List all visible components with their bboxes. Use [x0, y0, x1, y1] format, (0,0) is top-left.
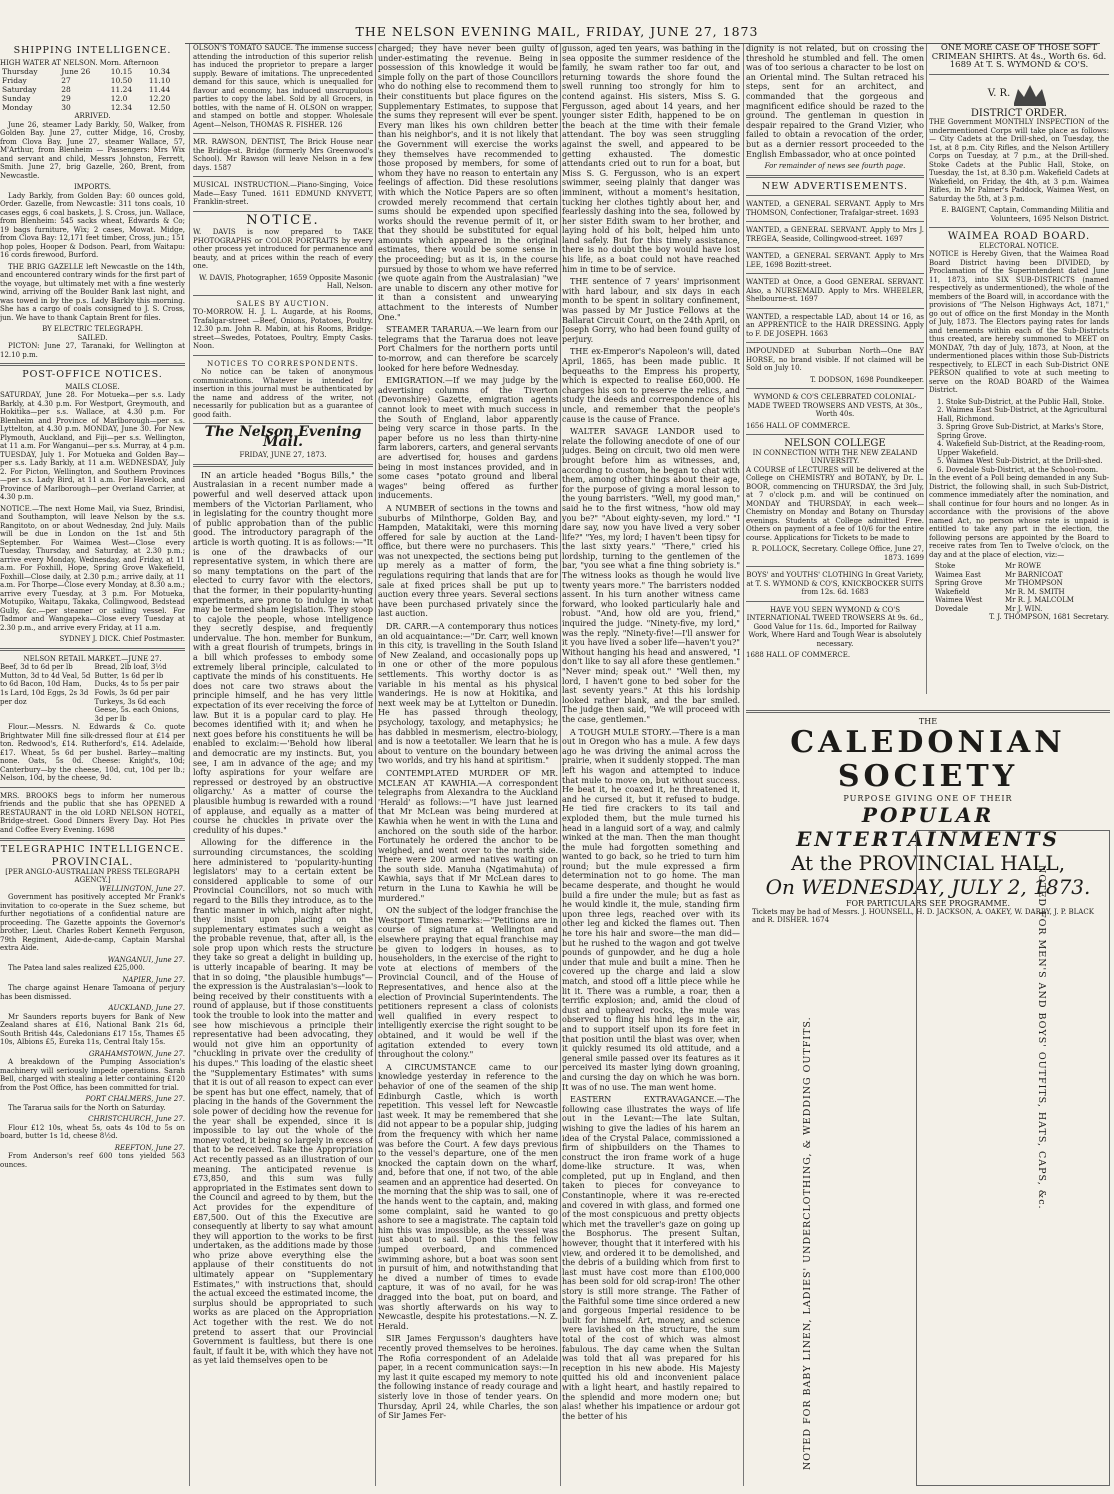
imports-text: Lady Barkly, from Golden Bay: 60 ounces gold, Order. Gazelle, from Newcastle: 311 tons coals, 10 cases eggs, 6 coal baskets, J. S. Cross, jun. Wallace, from Blenheim: 545 sacks wheat, Edwards & Co; 19 bags furniture, Wix; 2 cases, Mowat. Midge, from Clova Bay: 12,171 feet timber, Cross, jun.; 151 hop poles, Hooper & Dodson. Pearl, from Waitapu: 16 cords firewood, Burford.: [0, 191, 185, 260]
sub-district-item: 6. Dovedale Sub-District, at the School-room.: [937, 465, 1099, 474]
column-rule: [375, 44, 376, 1486]
collector-name: Mr R. M. SMITH: [1005, 587, 1065, 596]
eastern-continued: dignity is not related, but on crossing the threshold he stumbled and fell. The omen was of too serious a character to be lost on an Oriental mind. The Sultan retraced his steps, sent for an architect, and commanded that the gorgeous and magnificent edifice should be razed to the ground. The gentleman in question in despair repaired to the Grand Vizier, who failed to obtain a revocation of the order, but as a dernier ressort proceeded to the English Embassador, who at once pointed: [746, 44, 924, 159]
wanted-ad-3: WANTED, a GENERAL SERVANT. Apply to Mrs LEE, 1698 Bozitt-street.: [746, 252, 924, 269]
vertical-ad-right-text: NOTED FOR MEN'S AND BOYS' OUTFITS, HATS, CAPS, &c.: [1036, 865, 1047, 1210]
editorial-continued: charged; they have never been guilty of under-estimating the revenue. Being in possession of this knowledge it would be simple folly on the part of those Councillors who do nothing else to recommend them to their constituents but place figures on the Supplementary Estimates, to suppose that the sums they represent will ever be spent. Every man likes his own children better than his neighbor's, and it is not likely that the Government will exercise the works they themselves have recommended to those proposed by members, for some of whom they have no reason to entertain any feelings of affection. Did these resolutions with which the Notice Papers are so often crowded merely recommend that certain sums should be expended upon specified works should the revenue permit of it, or that they should be substituted for equal amounts which appeared in the original estimates, there would be some sense in the proceeding; but as it is, in the course pursued by those to whom we have referred (we quote again from the Australasian) "we are unable to discern any other motive for it than a consistent and unwearying attachment to the interests of Number One.": [378, 44, 558, 322]
divider: [193, 295, 373, 296]
sub-district-item: 2. Waimea East Sub-District, at the Agricultural Hall, Richmond.: [937, 406, 1107, 423]
dateline-grahamstown: GRAHAMSTOWN, June 27.: [88, 1049, 185, 1058]
rate-collector-row: [929, 596, 1109, 605]
tide-cell: 30: [61, 103, 71, 113]
column-rule: [189, 44, 190, 1486]
column-rule: [560, 44, 561, 1486]
tide-cell: 29: [61, 94, 71, 104]
tide-cell: 12.34: [110, 103, 133, 113]
sub-district-item: 1. Stoke Sub-District, at the Public Hall, Stoke.: [937, 397, 1105, 406]
district-order-heading: DISTRICT ORDER.: [970, 107, 1068, 119]
market-right: Bread, 2lb loaf, 3½d Butter, 1s 6d per lb Ducks, 4s to 5s per pair Fowls, 3s 6d per pair Turkeys, 3s 6d each Geese, 5s. each Onions, 3d per lb: [94, 663, 180, 723]
caledonian-programme: FOR PARTICULARS SEE PROGRAMME.: [845, 899, 1011, 908]
new-ads-heading: NEW ADVERTISEMENTS.: [761, 180, 909, 192]
divider: [0, 838, 185, 841]
divider: [0, 648, 185, 651]
edinburgh-item: A CIRCUMSTANCE came to our knowledge yesterday in reference to the behavior of one of the seamen of the ship Edinburgh Castle, which is worth repetition. This vessel left for Newcastle last week. It may be remembered that she did not appear to be a popular ship, judging from the frequency with which her name was before the Court. A few days previous to the vessel's departure, one of the men knocked the captain down on the wharf, and, before that one, if not two, of the able seamen and an apprentice had deserted. On the morning that the ship was to sail, one of the hands went to the captain, and, making some complaint, said he wanted to go ashore to see a magistrate. The captain told him this was impossible, as the vessel was just about to sail. Upon this the fellow jumped overboard, and commenced swimming ashore, but a boat was soon sent in pursuit of him, and notwithstanding that he dived a number of times to evade capture, it was of no avail, for he was dragged into the boat, put on board, and was shortly afterwards on his way to Newcastle, despite his protestations.—N. Z. Herald.: [378, 1062, 558, 1331]
tide-cell: 10.34: [148, 67, 171, 77]
tide-cell: Monday: [2, 103, 33, 113]
vr-mark: V. R.: [987, 87, 1011, 99]
tide-cell: 27: [61, 76, 71, 86]
provincial-heading: PROVINCIAL.: [51, 856, 134, 868]
column-2: [193, 44, 373, 1490]
fergusson-item: SIR James Fergusson's daughters have recently proved themselves to be heroines. The Rofia correspondent of an Adelaide paper, in a recent communication says:—In my last it quite escaped my memory to note the following instance of ready courage and sisterly love in those of tender years. On Thursday, April 24, while Charles, the son of Sir James Fer-: [378, 1334, 558, 1421]
tide-cell: 11.24: [110, 85, 133, 95]
tide-cell: 10.50: [110, 76, 133, 86]
divider: [746, 175, 924, 178]
tide-row: [0, 103, 185, 112]
wellington-text: Government has positively accepted Mr Frank's invitation to co-operate in the Suez scheme, but further negotiations of a confidential nature are proceeding. The Gazette appoints the Governor's brother, Lieut. Charles Robert Kenneth Ferguson, 79th Regiment, Aide-de-camp, Captain Marshal extra Aide.: [0, 893, 185, 953]
market-heading: NELSON RETAIL MARKET.—JUNE 27.: [23, 654, 162, 663]
column-4: [562, 44, 740, 1490]
shipping-heading: SHIPPING INTELLIGENCE.: [13, 45, 172, 56]
boys-clothing-ad: BOYS' and YOUTHS' CLOTHING In Great Variety, at T. S. WYMOND & CO'S, KNICKBOCKER SUITS from 12s. 6d. 1683: [746, 571, 924, 597]
collector-district: Waimea East: [935, 570, 981, 579]
dateline-port-chalmers: PORT CHALMERS, June 27.: [85, 1095, 185, 1104]
auckland-text: Mr Saunders reports buyers for Bank of New Zealand shares at £16, National Bank 21s 6d, South British 44s, Caledonians £17 15s, Thames £5 10s, Albions £5, Eureka 11s, Central Italy 15s.: [0, 1012, 185, 1047]
caledonian-date: On WEDNESDAY, JULY 2, 1873.: [765, 875, 1091, 899]
port-chalmers-text: The Tararua sails for the North on Saturday.: [8, 1103, 166, 1112]
dateline-napier: NAPIER, June 27.: [122, 975, 185, 984]
vertical-ad-left-panel: [746, 830, 866, 1486]
column-rule: [743, 44, 744, 1486]
tide-cell: 12.50: [148, 103, 171, 113]
christchurch-text: Flour £12 10s, wheat 5s, oats 4s 10d to 5s on board, butter 1s 1d, cheese 8½d.: [0, 1123, 185, 1141]
collector-district: Stoke: [935, 562, 956, 571]
collector-name: Mr J. WIN.: [1005, 604, 1043, 613]
davis-ad: W. DAVIS is now prepared to TAKE PHOTOGRAPHS or COLOR PORTRAITS by every other process yet introduced for permanence and beauty, and at prices within the reach of every one.: [193, 228, 373, 271]
brooks-ad: MRS. BROOKS begs to inform her numerous friends and the public that she has OPENED A RESTAURANT in the old LORD NELSON HOTEL, Bridge-street. Good Dinners Every Day. Hot Pies and Coffee Every Evening. 1698: [0, 791, 185, 834]
tides-header: HIGH WATER AT NELSON. Morn. Afternoon: [0, 58, 159, 67]
rate-collector-row: [929, 605, 1109, 614]
caledonian-venue: At the PROVINCIAL HALL,: [790, 851, 1066, 875]
collector-district: Spring Grove: [935, 579, 983, 588]
imports-heading: IMPORTS.: [74, 183, 111, 192]
wymond-trowsers-signature: 1656 HALL OF COMMERCE.: [746, 421, 851, 430]
dateline-auckland: AUCKLAND, June 27.: [108, 1004, 185, 1013]
napier-text: The charge against Henare Tamoana of perjury has been dismissed.: [0, 984, 185, 1001]
divider: [0, 787, 185, 788]
fergusson-continued: gusson, aged ten years, was bathing in the sea opposite the summer residence of the family, he swam rather too far out, and returning towards the shore found the swell running too strongly for him to contend against. His sisters, Miss S. G. Fergusson, aged about 14 years, and her younger sister Edith, happened to be on the beach at the time with their female attendant. The boy was seen struggling against the swell, and appeared to be getting exhausted. The domestic attendants cried out to run for a boat, but Miss S. G. Fergusson, who is an expert swimmer, seeing plainly that danger was imminent, without a moment's hesitation, tucking her clothes tightly about her, and fearlessly dashing into the sea, followed by her sister Edith swam to her brother, and laying hold of his bolt, helped him unto land safely. But for this timely assistance, there is no doubt the boy would have lost his life, as a boat could not have reached him in time to be of service.: [562, 44, 740, 274]
divider: [193, 464, 373, 467]
divider: [193, 211, 373, 212]
column-rule: [926, 44, 927, 694]
rate-collector-row: [929, 562, 1109, 571]
have-you-seen-ad: HAVE YOU SEEN WYMOND & CO'S INTERNATIONAL TWEED TROWSERS At 9s. 6d., Good Value for 11s. 6d., Imported for Railway Work, Where Hard and Tough Wear is absolutely necessary.: [746, 605, 924, 648]
sub-district-item: 5. Waimea West Sub-District, at the Drill-shed.: [937, 457, 1103, 466]
tide-cell: Thursday: [2, 67, 38, 77]
tide-cell: 10.15: [110, 67, 133, 77]
waimea-notice: NOTICE is Hereby Given, that the Waimea Road Board District having been DIVIDED, by Proclamation of the Superintendent dated June 11, 1873, into SIX SUB-DISTRICTS (named respectively as undermentioned), the whole of the members of the Board will, in accordance with the provisions of "The Nelson Highways Act, 1871," go out of office on the first Monday in the Month of July, 1873. The Electors paying rates for lands and tenements within each of the Sub-Districts thus created, are hereby summoned to MEET on MONDAY, 7th day of July, 1873, at Noon, at the undermentioned places within those Sub-Districts respectively, to ELECT in each Sub-District ONE PERSON qualified to vote at such meeting to serve on the ROAD BOARD of the Waimea District.: [929, 250, 1109, 395]
divider: [746, 388, 924, 389]
vertical-outfits-ad: [746, 830, 1110, 1486]
tide-cell: 12.0: [110, 94, 128, 104]
continued-note: For remainder of news see fourth page.: [764, 162, 906, 171]
masthead-title: THE NELSON EVENING MAIL, FRIDAY, JUNE 27, 1873: [355, 24, 759, 39]
impounded-signature: T. DODSON, 1698 Poundkeeper.: [810, 375, 924, 384]
mule-item: A TOUGH MULE STORY.—There is a man out in Oregon who has a mule. A few days ago he was driving the animal across the prairie, when it suddenly stopped. The man left his wagon and attempted to induce that mule to move on, but without success. He beat it, he coaxed it, he threatened it, and he cursed it, but it refused to budge. He tied fire crackers to its tail and exploded them, but the mule turned his head in a languid sort of a way, and calmly winked at the man. Then the man thought the mule had forgotten something and wanted to go back, so he tried to turn him round; but the mule expressed a firm determination not to go home. The man became desperate, and thought he would build a fire under the mule; but as fast as he would kindle it, the mule, standing firm upon three legs, reached over with its other leg and kicked the flames out. Then he tore his hair and swore—the man did—but he rushed to the wagon and got twelve pounds of gunpowder, and he dug a hole under that mule and built a mine. Then he covered up the charge and laid a slow match, and stood off a little piece while he lit it. There was a rumble, a roar, then a terrific explosion; and, amid the cloud of dust and upheaved rocks, the mule was observed to fling his hind legs in the air, and to support itself upon its fore feet in that position until the blast was over, when it quickly resumed its old attitude, and a general smile passed over its features as it perceived its master lying down groaning, and cursing the day on which he was born. It was of no use. The man went home.: [562, 727, 740, 1092]
crown-icon: [1010, 81, 1050, 107]
wanted-ad-5: WANTED, a respectable LAD, about 14 or 16, as an APPRENTICE to the HAIR DRESSING. Apply to F. DE JOSEPH. 1663: [746, 312, 924, 338]
divider: [746, 308, 924, 309]
tides-table: [0, 67, 185, 112]
sections-item: A NUMBER of sections in the towns and suburbs of Milnthorpe, Golden Bay, and Hampden, Matakitaki, were this morning offered for sale by auction at the Land-office, but there were no purchasers. This was not unexpected, the sections being put up merely as a matter of form, the regulations requiring that lands that are for sale at fixed prices shall be put up to auction every three years. Several sections have been purchased privately since the last auction.: [378, 503, 558, 619]
rawson-ad: MR. RAWSON, DENTIST, The Brick House near the Bridge-st. Bridge (formerly Mrs Greenwood's School). Mr Rawson will leave Nelson in a few days. 1587: [193, 138, 373, 172]
tide-row: [0, 76, 185, 85]
sales-text: TO-MORROW. H. J. L. Augarde, at his Rooms, Trafalgar-street —Beef, Onions, Potatoes, Poultry. 12.30 p.m. John R. Mabin, at his Rooms, Bridge-street—Swedes, Potatoes, Poultry, Empty Casks. Noon.: [193, 308, 373, 351]
dateline-christchurch: CHRISTCHURCH, June 27.: [88, 1115, 185, 1124]
post-notice: NOTICE.—The next Home Mail, via Suez, Brindisi, and Southampton, will leave Nelson by the s.s. Rangitoto, on or about Wednesday, 2nd July. Mails will be due in London on the 1st and 5th September. For Waimea West—Close every Tuesday, Thursday, and Saturday, at 2.30 p.m.; arrive every Monday, Wednesday, and Friday, at 11 a.m. For Foxhill, Hope, Spring Grove Wakefield, Foxhill—Close daily, at 2.30 p.m.; arrive daily, at 11 a.m. For Thorpe—Close every Monday, at 8.30 a.m.; arrive every Tuesday, at 3 p.m. For Motueka, Motupiko, Waitapu, Takaka, Collingwood, Bedstead Gully, &c.—per steamer or sailing vessel. For Tadmor and Wangapeka—Close every Tuesday at 2.30 p.m., and arrive every Friday, at 11 a.m.: [0, 504, 185, 632]
divider: [746, 247, 924, 248]
editorial-text-1: IN an article headed "Bogus Bills," the Australasian in a recent number made a powerful and well deserved attack upon members of the Victorian Parliament, who in legislating for the country thought more of public approbation than of the public good. The introductory paragraph of the article is worth quoting. It is as follows:—"It is one of the drawbacks of our representative system, in which there are so many temptations on the part of the elected to curry favor with the electors, that the former, in their popularity-hunting experiments, are prone to indulge in what may be termed sham legislation. They stoop to cajole the people, whose intelligence they secretly despise, and frequently undervalue. The hon. member for Bunkum, with a great flourish of trumpets, brings in a bill which professes to embody some extremely liberal principle, calculated to captivate the minds of his constituents. He does not care two straws about the principle himself, and he has very little expectation of its ever receiving the force of law. But it is a popular card to play. He becomes identified with it; and when he next goes before his constituents he will be enabled to exclaim:—'Behold how liberal and democratic are my instincts. But, you see, I am in advance of the age; and my lofty aspirations for your welfare are repressed or destroyed by an obstructive oligarchy.' As a matter of course the plausible humbug is rewarded with a round of applause, and equally as a matter of course he chuckles in private over the credulity of his dupes.": [193, 470, 373, 835]
column-5: [746, 44, 924, 702]
collector-name: Mr ROWE: [1005, 562, 1042, 571]
divider: [746, 221, 924, 222]
musical-ad: MUSICAL INSTRUCTION.—Piano-Singing, Voice Made—Easy Tuned. 1611 EDMUND KNYVETT, Franklin-street.: [193, 181, 373, 206]
caledonian-purpose: PURPOSE GIVING ONE OF THEIR: [843, 794, 1013, 803]
sub-district-list: [929, 398, 1109, 475]
picton-text: PICTON: June 27, Taranaki, for Wellington at 12.10 p.m.: [0, 342, 185, 359]
vertical-ad-left-text: NOTED FOR BABY LINEN, LADIES' UNDERCLOTHING, & WEDDING OUTFITS.: [802, 1016, 813, 1470]
district-order-signature: E. BAIGENT, Captain, Commanding Militia and Volunteers, 1695 Nelson District.: [941, 206, 1109, 223]
market-table: [0, 663, 185, 723]
college-ad: A COURSE of LECTURES will be delivered at the College on CHEMISTRY and BOTANY, by Dr. L. BOOR, commencing on THURSDAY, the 3rd July, at 7 o'clock p.m. and will be continued on MONDAY and THURSDAY, in each week—Chemistry on Monday and Botany on Thursday evenings. Students at College admitted Free. Others on payment of a fee of 10/6 for the entire course. Applications for Tickets to be made to: [746, 465, 924, 542]
correspondents-heading: NOTICES TO CORRESPONDENTS.: [207, 359, 359, 368]
district-order-text: THE Government MONTHLY INSPECTION of the undermentioned Corps will take place as follows:— City Cadets at the Drill-shed, on Tuesday, the 1st, at 8 p.m. City Rifles, and the Nelson Artillery Corps on Tuesday, at 7 p.m., at the Drill-shed. Stoke Cadets at the Public Hall, Stoke, on Tuesday, the 1st, at 8.30 p.m. Wakefield Cadets at Wakefield, on Friday, the 4th, at 3 p.m. Waimea Rifles, in Mr Palmer's Paddock, Waimea West, on Saturday the 5th, at 3 p.m.: [929, 118, 1109, 203]
college-subheading: IN CONNECTION WITH THE NEW ZEALAND UNIVERSITY.: [752, 448, 918, 466]
divider: [929, 227, 1109, 228]
carr-item: DR. CARR.—A contemporary thus notices an old acquaintance:—"Dr. Carr, well known in this city, is travelling in the South Island of New Zealand, and occasionally pops up in one or other of the more populous settlements. This worthy doctor is as variable in his mental as his physical wanderings. He is now at Hokitika, and next week may be at Lyttelton or Dunedin. He has passed through theology, psychology, taxology, and metaphysics; he has dabbled in mesmerism, electro-biology, and is now a teetotaller. We learn that he is about to venture on the boundary between two worlds, and try his hand at spiritism.": [378, 622, 558, 766]
column-1: [0, 44, 185, 1490]
column-3: [378, 44, 558, 1490]
sentence-item: THE sentence of 7 years' imprisonment with hard labour, and six days in each month to be spent in solitary confinement, was passed by Mr Justice Fellows at the Ballarat Circuit Court, on the 24th April, on Joseph Gorry, who had been found guilty of perjury.: [562, 277, 740, 344]
collector-name: Mr R. J. MALCOLM: [1005, 596, 1074, 605]
divider: [746, 195, 924, 196]
grahamstown-text: A breakdown of the Pumping Association's machinery will seriously impede operations. Sarah Bell, charged with stealing a letter containing £120 from the Post Office, has been committed for trial.: [0, 1058, 185, 1092]
post-signature: SYDNEY J. DICK. Chief Postmaster.: [59, 635, 185, 644]
tide-row: [0, 94, 185, 103]
poll-notice: In the event of a Poll being demanded in any Sub-District, the following shall, in such Sub-District, commence immediately after the nomination, and shall continue for four hours and no longer. As in accordance with the provisions of the above named Act, no person whose rate is unpaid is entitled to take any part in the election, the following persons are appointed by the Board to receive rates from Ten to Twelve o'clock, on the day and at the place of election, viz:—: [929, 474, 1109, 559]
wanganui-text: The Patea land sales realized £25,000.: [8, 964, 145, 973]
post-office-heading: POST-OFFICE NOTICES.: [22, 369, 163, 381]
dateline-reefton: REEFTON, June 27.: [114, 1143, 185, 1152]
davis-signature: W. DAVIS, Photographer, 1659 Opposite Masonic Hall, Nelson.: [199, 273, 373, 291]
wymond-trowsers-ad: WYMOND & CO'S CELEBRATED COLONIAL-MADE TWEED TROWSERS AND VESTS, At 30s., Worth 40s.: [747, 393, 923, 419]
crimean-shirts-ad: ONE MORE CASE OF THOSE SOFT CRIMEAN SHIRTS. At 4s., Worth 6s. 6d. 1689 At T. S. WYMOND & CO'S.: [931, 44, 1107, 70]
tide-cell: 11.44: [148, 85, 171, 95]
divider: [746, 434, 924, 435]
caledonian-tickets: Tickets may be had of Messrs. J. HOUNSELL, H. D. JACKSON, A. OAKEY, W. DARBY, J. P. BLACK and R. DISHER. 1674: [752, 908, 1094, 924]
rate-collector-row: [929, 579, 1109, 588]
press-agency: [PER ANGLO-AUSTRALIAN PRESS TELEGRAPH AGENCY.]: [5, 867, 180, 885]
divider: [746, 342, 924, 343]
rate-collector-row: [929, 571, 1109, 580]
arrived-text: June 26, steamer Lady Barkly, 50, Walker, from Golden Bay. June 27, cutter Midge, 16, Crosby, from Clova Bay. June 27, steamer Wallace, 57, M'Arthur, from Blenheim — Passengers: Mrs Wix and servant and child, Messrs Johnston, Ferrett, Smith. June 27, brig Gazelle, 260, Brent, from Newcastle.: [0, 120, 185, 180]
divider: [746, 710, 1110, 713]
divider: [0, 363, 185, 366]
murder-item: CONTEMPLATED MURDER OF MR. MCLEAN AT KAWHIA.—A correspondent telegraphs from Alexandra to the Auckland 'Herald' as follows:—"I have just learned that Mr McLean was being murdered at Kawhia when he went in with the Luna and anchored on the south side of the harbor. Fortunately he ordered the anchor to be weighed, and went over to the north side. There were 200 armed natives waiting on the south side. Manuha (Ngatimahuta) of Kawhia, says that if Mr McLean dares to return in the Luna to Kawhia he will be murdered.": [378, 768, 558, 903]
divider: [746, 273, 924, 274]
waimea-heading: WAIMEA ROAD BOARD.: [947, 231, 1091, 243]
tide-row: [0, 67, 185, 76]
tide-cell: Sunday: [2, 94, 31, 104]
paper-name-logo: The Nelson Evening Mail.: [204, 424, 362, 450]
mails-close-heading: MAILS CLOSE.: [65, 382, 120, 391]
market-flour: Flour.—Messrs. N. Edwards & Co. quote Brightwater Mill fine silk-dressed flour at £14 per ton. Redwood's, £14. Rutherford's, £14. Adelaide, £17. Wheat, 5s 6d per bushel. Barley—malting none. Oats, 5s 0d. Cheese: Knight's, 10d; Canterbury—by the cheese, 10d, cut, 10d per lb.; Nelson, 10d, by the cheese, 9d.: [0, 723, 185, 783]
editorial-text-2: Allowing for the difference in the surrounding circumstances, the scolding here administered to 'popularity-hunting legislators' may to a certain extent be considered applicable to some of our Provincial Councillors, not so much with regard to the Bills they introduce, as to the frantic manner in which, night after night, they insist upon placing on the supplementary estimates such a weight as the probable revenue, that, after all, is the sole prop upon which rests the structure they take so great a delight in building up, is utterly incapable of bearing. It may be that in so doing, "the plausible humbugs"—the expression is the Australasian's—look to being received by their constituents with a round of applause, but if those constituents took the trouble to look into the matter and see how mischievous a principle their representative had been advocating, they would not give him an opportunity of "chuckling in private over the credulity of his dupes." This loading of the elastic sheet the "Supplementary Estimates" with sums that it is out of all reason to expect can ever be spent has but one effect, namely, that of placing in the hands of the Government the sole power of deciding how the revenue for the year shall be expended, since it is impossible to lay out the whole of the money voted, it being so largely in excess of that to be received. Take the Appropriation Act recently passed as an illustration of our meaning. The anticipated revenue is £73,850, and this sum was fully appropriated in the Estimates sent down to the Council and agreed to by them, but the Act provides for the expenditure of £87,500. Out of this the Executive are consequently at liberty to say what amount they will apportion to the works to be first undertaken, as the additions made by those who prize above everything else the applause of their constituents do not ultimately appear on "Supplementary Estimates," with instructions that, should the actual exceed the estimated income, the surplus should be appropriated to such works as are placed on the Appropriation Act together with the rest. We do not pretend to assert that our Provincial Government is faultless, but there is one fault, if fault it be, with which they have not as yet laid themselves open to be: [193, 838, 373, 1366]
eastern-item: EASTERN EXTRAVAGANCE.—The following case illustrates the ways of life out in the Levant:—The late Sultan, wishing to give the ladies of his harem an idea of the Crystal Palace, commissioned a firm of shipbuilders on the Thames to construct the iron frame work of a huge dome-like structure. It was, when completed, put up in England, and then taken to pieces for conveyance to Constantinople, where it was re-erected and covered in with glass, and formed one of the most conspicuous and pretty objects which met the traveller's gaze on going up the Bosphorus. The present Sultan, however, thought that it interfered with his view, and ordered it to be demolished, and the debris of a building which from first to last must have cost more than £100,000 has been sold for old scrap-iron! The other story is still more strange. The Father of the Faithful some time since ordered a new and gorgeous Imperial residence to be built for himself. Art, money, and science were lavished on the structure, the sum total of the cost of which was almost fabulous. The day came when the Sultan was told that all was prepared for his reception in his new abode. His Majesty quitted his old and inconvenient palace with a light heart, and hastily repaired to the splendid and more modern one; but alas! whether his impatience or ardour got the better of his: [562, 1095, 740, 1421]
post-text: SATURDAY, June 28. For Motueka—per s.s. Lady Barkly, at 4.30 p.m. For Westport, Greymouth, and Hokitika—per s.s. Wallace, at 4.30 p.m. For Blenheim and Province of Marlborough—per s.s. Lyttelton, at 4.30 p.m. MONDAY, June 30. For New Plymouth, Auckland, and Fiji—per s.s. Wellington, at 11 a.m. For Wanganui—per s.s. Murray, at 4 p.m. TUESDAY, July 1. For Motueka and Golden Bay—per s.s. Lady Barkly, at 11 a.m. WEDNESDAY, July 2. For Picton, Wellington, and Southern Provinces —per s.s. Lady Bird, at 11 a.m. For Havelock, and Province of Marlborough—per Overland Carrier, at 4.30 p.m.: [0, 391, 185, 502]
collector-district: Wakefield: [935, 587, 970, 596]
divider: [746, 566, 924, 567]
dateline-wellington: WELLINGTON, June 27.: [99, 884, 185, 893]
caledonian-the: THE: [918, 717, 938, 726]
franchise-item: ON the subject of the lodger franchise the Westport Times remarks:—"Petitions are in course of signature at Wellington and elsewhere praying that equal franchise may be given to lodgers in houses, as to householders, in the exercise of the right to vote at elections of members of the Provincial Council, and of the House of Representatives, and hence also at the election of Provincial Superintendents. The petitioners represent a class of colonists well qualified in every respect to intelligently exercise the right sought to be obtained, and it would be well if the agitation extended to every town throughout the colony.": [378, 906, 558, 1060]
market-left: Beef, 3d to 6d per lb Mutton, 3d to 4d Veal, 5d to 6d Bacon, 10d Ham, 1s Lard, 10d Eggs, 2s 3d per doz: [0, 663, 91, 706]
divider: [193, 176, 373, 177]
tide-cell: 12.20: [148, 94, 171, 104]
college-signature: R. POLLOCK, Secretary. College Office, June 27, 1873. 1699: [751, 545, 924, 562]
wanted-ad-1: WANTED, a GENERAL SERVANT. Apply to Mrs THOMSON, Confectioner, Trafalgar-street. 1693: [746, 200, 924, 217]
sailed-heading: SAILED.: [77, 333, 108, 342]
tide-cell: Saturday: [2, 85, 37, 95]
collector-district: Waimea West: [935, 596, 983, 605]
divider: [746, 601, 924, 602]
masthead: [0, 0, 1114, 40]
wanted-ad-4: WANTED at Once, a Good GENERAL SERVANT. Also, a NURSEMAID. Apply to Mrs. WHEELER, Shelbourne-st. 1697: [746, 278, 924, 304]
tide-cell: 28: [61, 85, 71, 95]
arrived-heading: ARRIVED.: [74, 112, 111, 121]
waimea-signature: T. J. THOMPSON, 1681 Secretary.: [989, 613, 1109, 622]
tide-cell: 11.10: [148, 76, 171, 86]
tide-cell: June 26: [61, 67, 91, 77]
caledonian-title: CALEDONIAN SOCIETY: [790, 725, 1066, 794]
napoleon-item: THE ex-Emperor's Napoleon's will, dated April, 1865, has been made public. It bequeaths to the Empress his property, which is expected to realise £60,000. He charges his son to preserve the relics, and study the deeds and correspondence of his uncle, and remember that the people's cause is the cause of France.: [562, 347, 740, 424]
wanted-ad-2: WANTED, a GENERAL SERVANT. Apply to Mrs J. TREGEA, Seaside, Collingwood-street. 1697: [746, 226, 924, 243]
collector-district: Dovedale: [935, 604, 968, 613]
olson-ad: OLSON'S TOMATO SAUCE. The immense success attending the introduction of this superior relish has induced the proprietor to prepare a larger supply. Beware of imitations. The unprecedented demand for this sauce, which is unequalled for flavour and economy, has induced unscrupulous parties to copy the label. Sold by all Grocers, in bottles, with the name of H. OLSON on wrapper, and stamped on bottle and stopper. Wholesale Agent—Nelson, THOMAS R. FISHER. 126: [193, 44, 373, 129]
have-you-seen-signature: 1688 HALL OF COMMERCE.: [746, 651, 851, 660]
tide-row: [0, 85, 185, 94]
divider: [193, 133, 373, 134]
dateline-wanganui: WANGANUI, June 27.: [107, 955, 185, 964]
correspondents-text: No notice can be taken of anonymous communications. Whatever is intended for insertion in this journal must be authenticated by the name and address of the writer, not necessarily for publication but as a guarantee of good faith.: [193, 368, 373, 419]
tararua-item: STEAMER TARARUA.—We learn from our telegrams that the Tararua does not leave Port Chalmers for the northern ports until to-morrow, and can therefore be scarcely looked for here before Wednesday.: [378, 325, 558, 373]
column-6: [929, 44, 1109, 702]
landor-item: WALTER SAVAGE LANDOR used to relate the following anecdote of one of our judges. Being on circuit, two old men were brought before him as witnesses, and, according to custom, he began to chat with them, among other things about their age, for the purpose of giving a moral lesson to the young barristers. "Well, my good man," said he to the first witness, "how old may you be?" "About eighty-seven, my lord." "I dare say, now you have lived a very sober life?" "Yes, my lord; I haven't been tipsy for the last sixty years." "There," cried his lordship, turning to the gentlemen of the bar, "you see what a fine thing sobriety is." The witness looks as though he would live twenty years more." The barristers nodded assent. In his turn another witness came forward, who looked particularly hale and robust. "And, how old are you, friend," inquired the judge. "Ninety-five, my lord," was the reply. "Ninety-five!—I'll answer for it you have lived a sober life—haven't you?" Without hanging his head and answered, "I don't like to say all afore these gentlemen." "Never mind; speak out." "Well then, my lord, I haven't gone to bed sober for the last seventy years." At this his lordship looked rather blank, and the bar smiled. The judge then said, "We will proceed with the case, gentlemen.": [562, 427, 740, 724]
emigration-item: EMIGRATION.—If we may judge by the advertising columns of the Tiverton (Devonshire) Gazette, emigration agents cannot look to meet with much success in the South of England, labor apparently being very scarce in those parts. In the paper before us no less than thirty-nine farm laborers, carters, and general servants are advertised for, houses and gardens being in most instances provided, and in some cases "potato ground and liberal wages" being offered as further inducements.: [378, 376, 558, 501]
notice-heading: NOTICE.: [246, 212, 320, 228]
tide-cell: Friday: [2, 76, 27, 86]
telegraph-heading: BY ELECTRIC TELEGRAPH.: [42, 325, 143, 334]
rate-collector-row: [929, 588, 1109, 597]
sub-district-item: 4. Wakefield Sub-District, at the Reading-room, Upper Wakefield.: [937, 440, 1106, 457]
royal-crest: [929, 79, 1109, 109]
electoral-heading: ELECTORAL NOTICE.: [979, 241, 1059, 250]
collector-name: Mr THOMPSON: [1005, 579, 1063, 588]
telegraphic-heading: TELEGRAPHIC INTELLIGENCE.: [0, 844, 185, 856]
sub-district-item: 3. Spring Grove Sub-District, at Marks's Store, Spring Grove.: [937, 423, 1104, 440]
divider: [193, 355, 373, 356]
rate-collector-list: [929, 562, 1109, 613]
divider: [929, 74, 1109, 75]
reefton-text: From Anderson's reef 600 tons yielded 563 ounces.: [0, 1152, 185, 1169]
collector-name: Mr BARNICOAT: [1005, 570, 1063, 579]
college-heading: NELSON COLLEGE: [784, 438, 886, 450]
caledonian-entertainments: POPULAR ENTERTAINMENTS: [796, 803, 1060, 851]
gazelle-text: THE BRIG GAZELLE left Newcastle on the 14th, and encountered contrary winds for the first part of the voyage, but ultimately met with a fine westerly wind, arriving off the Boulder Bank last night, and was towed in by the p.s. Lady Barkly this morning. She has a cargo of coals consigned to J. S. Cross, jun. We have to thank Captain Brent for files.: [0, 262, 185, 322]
impounded-ad: IMPOUNDED at Suburban North—One BAY HORSE, no brand visible. If not claimed will be Sold on July 10.: [746, 347, 924, 373]
vertical-ad-box: [916, 830, 1110, 1486]
sales-heading: SALES BY AUCTION.: [236, 299, 330, 308]
editorial-date: FRIDAY, JUNE 27, 1873.: [239, 451, 327, 460]
